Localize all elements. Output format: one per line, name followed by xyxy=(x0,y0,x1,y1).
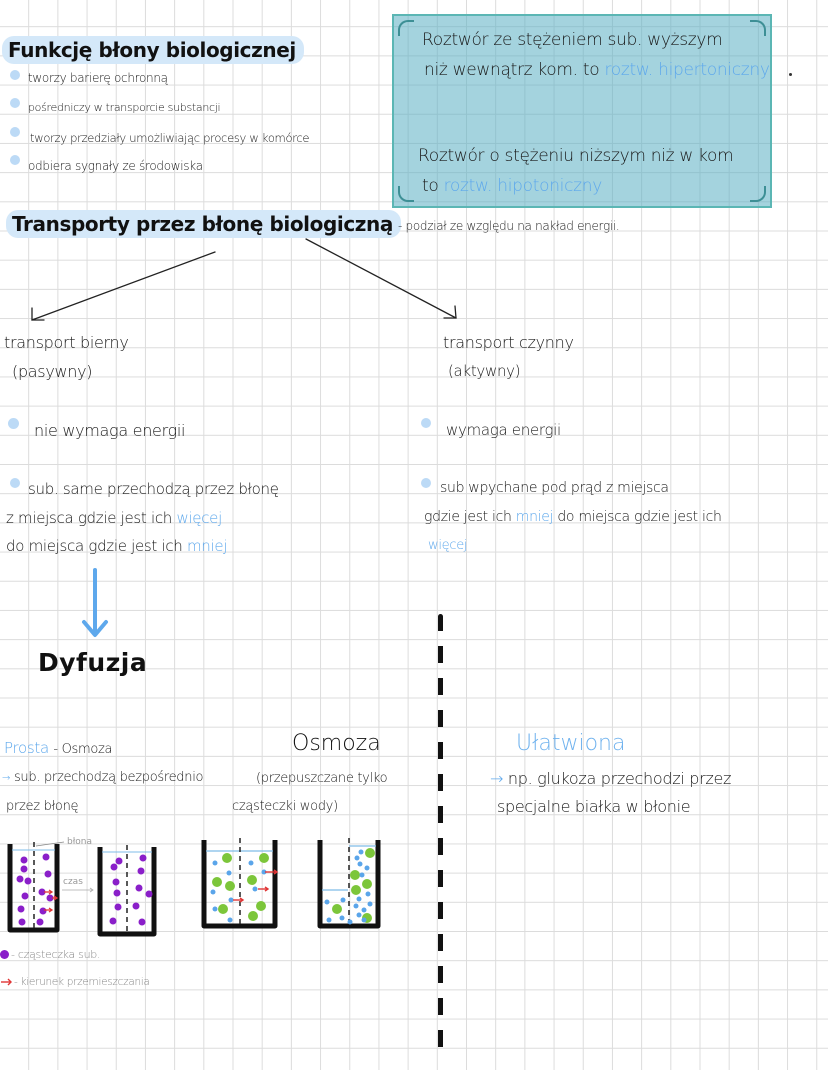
active-transport-title: transport czynny xyxy=(443,333,574,352)
active-term-more: więcej xyxy=(428,538,468,553)
bullet-icon xyxy=(10,478,20,488)
passive-transport-alt-name: (pasywny) xyxy=(12,362,93,381)
active-term-less: mniej xyxy=(515,509,554,525)
facilitated-line1-text: np. glukoza przechodzi przez xyxy=(507,769,732,788)
active-bullet-energy: wymaga energii xyxy=(446,421,561,439)
bullet-icon xyxy=(421,478,431,488)
transport-subtitle: - podział ze względu na nakład energii. xyxy=(398,219,620,233)
osmosis-title: Osmoza xyxy=(292,731,381,756)
membrane-functions-title: Funkcję błony biologicznej xyxy=(2,36,304,64)
beaker-osmosis-after xyxy=(320,838,378,926)
legend-particle-label: - cząsteczka sub. xyxy=(11,948,101,961)
passive-transport-title: transport bierny xyxy=(4,333,129,352)
diffusion-beakers-diagram xyxy=(0,828,400,938)
legend-direction-arrow-icon xyxy=(0,977,14,987)
active-bullet-line1: sub wpychane pod prąd z miejsca xyxy=(440,480,669,496)
membrane-function-item: tworzy przedziały umożliwiając procesy w komórce xyxy=(30,131,310,145)
osmosis-description-line1: (przepuszczane tylko xyxy=(256,771,388,786)
simple-diffusion-label xyxy=(4,739,112,757)
passive-bullet-no-energy: nie wymaga energii xyxy=(34,421,186,440)
passive-bullet-line3 xyxy=(6,537,227,555)
hypotonic-definition-line1: Roztwór o stężeniu niższym niż w kom xyxy=(418,146,734,166)
section-divider xyxy=(438,614,443,1058)
passive-line2-prefix: z miejsca gdzie jest ich xyxy=(6,509,172,527)
beaker-osmosis-before xyxy=(204,838,277,926)
simple-diffusion-line2: przez błonę xyxy=(6,799,79,814)
transport-title: Transporty przez błonę biologiczną xyxy=(6,210,401,238)
facilitated-diffusion-line1 xyxy=(490,769,731,788)
passive-bullet-line1: sub. same przechodzą przez błonę xyxy=(28,480,279,498)
membrane-function-item: odbiera sygnały ze środowiska xyxy=(28,159,203,173)
time-label: czas xyxy=(63,877,83,887)
passive-term-less: mniej xyxy=(186,537,228,555)
hypotonic-term: roztw. hipotoniczny xyxy=(443,176,602,196)
osmosis-description-line2: cząsteczki wody) xyxy=(232,799,338,814)
legend-direction-label: - kierunek przemieszczania xyxy=(14,976,150,988)
legend-particle-icon xyxy=(0,950,9,959)
diffusion-title: Dyfuzja xyxy=(38,648,148,677)
membrane-function-item: tworzy barierę ochronną xyxy=(28,71,168,85)
facilitated-diffusion-title: Ułatwiona xyxy=(516,731,626,756)
passive-bullet-line2 xyxy=(6,509,222,527)
active-bullet-line2 xyxy=(424,509,722,525)
hypertonic-term: roztw. hipertoniczny xyxy=(604,60,770,80)
active-line2-suffix: do miejsca gdzie jest ich xyxy=(557,509,722,525)
arrow-right-icon: → xyxy=(490,769,504,788)
passive-term-more: więcej xyxy=(176,509,222,527)
simple-diffusion-line1-text: sub. przechodzą bezpośrednio xyxy=(13,770,204,785)
passive-line3-prefix: do miejsca gdzie jest ich xyxy=(6,537,183,555)
beaker-simple-before xyxy=(10,842,57,930)
membrane-label: błona xyxy=(67,837,92,847)
hypotonic-prefix: to xyxy=(422,176,439,196)
bullet-icon xyxy=(421,418,431,428)
membrane-function-item: pośredniczy w transporcie substancji xyxy=(28,101,221,114)
active-transport-alt-name: (aktywny) xyxy=(448,362,521,380)
hypertonic-prefix: niż wewnątrz kom. to xyxy=(424,60,600,80)
simple-diffusion-suffix: - Osmoza xyxy=(53,742,113,757)
hypertonic-definition-line1: Roztwór ze stężeniem sub. wyższym xyxy=(422,30,723,50)
beaker-simple-after xyxy=(100,845,154,934)
active-line2-prefix: gdzie jest ich xyxy=(424,509,512,525)
down-arrow-icon xyxy=(80,568,110,640)
simple-diffusion-line1 xyxy=(2,770,203,785)
bullet-icon xyxy=(8,418,19,429)
simple-diffusion-term: Prosta xyxy=(4,739,49,757)
facilitated-diffusion-line2: specjalne białka w błonie xyxy=(497,797,691,816)
arrow-right-icon: → xyxy=(2,773,11,784)
